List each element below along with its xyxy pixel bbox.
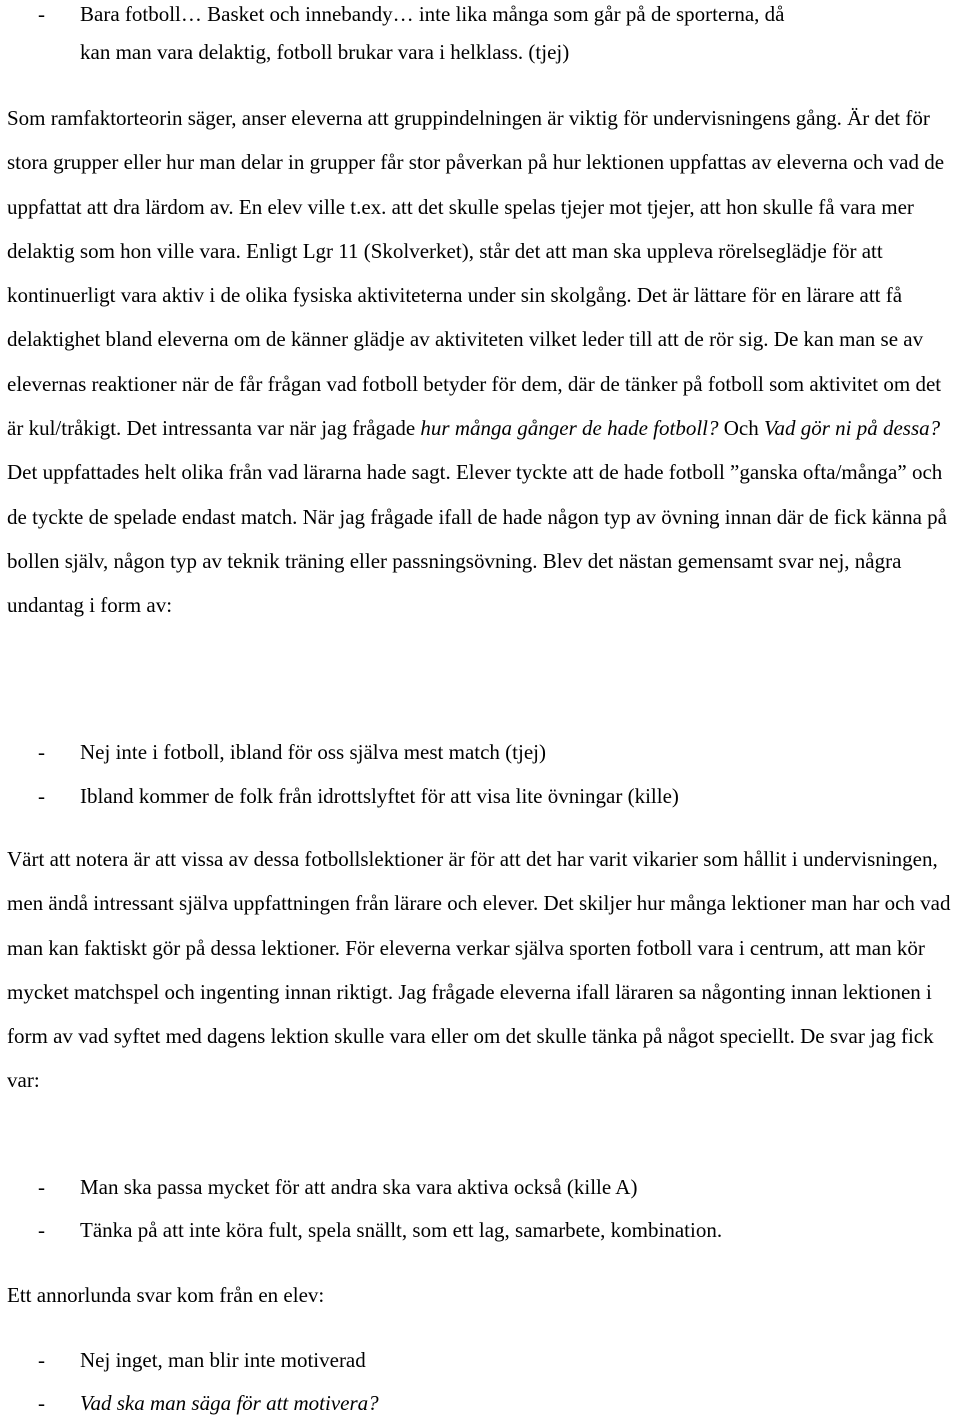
list-item — [0, 781, 960, 811]
list-item — [0, 0, 960, 29]
list-dash: - — [38, 1175, 45, 1199]
list-item-text: Tänka på att inte köra fult, spela snällt, som ett lag, samarbete, kombination. — [80, 1218, 723, 1242]
list-dash: - — [38, 2, 45, 26]
list-item-text: Ibland kommer de folk från idrottslyftet för att visa lite övningar (kille) — [80, 784, 679, 808]
list-item — [0, 737, 960, 767]
list-item-text: Nej inte i fotboll, ibland för oss själva mest match (tjej) — [80, 740, 546, 764]
list-item — [0, 1215, 960, 1245]
list-item-text: Nej inget, man blir inte motiverad — [80, 1348, 366, 1372]
list-dash: - — [38, 740, 45, 764]
italic-question-2: Vad gör ni på dessa? — [763, 416, 941, 441]
list-item-text: Man ska passa mycket för att andra ska vara aktiva också (kille A) — [80, 1175, 638, 1199]
paragraph-text: Som ramfaktorteorin säger, anser eleverna att gruppindelningen är viktig för undervisningens gång. Är det för stora grupper eller hur man delar in grupper får stor påverkan på hur lektionen uppfattas av eleverna och vad de uppfattat att dra lärdom av. En elev ville t.ex. att det skulle spelas tjejer mot tjejer, att hon skulle få vara mer delaktig som hon ville vara. Enligt Lgr 11 (Skolverket), står det att man ska uppleva rörelseglädje för att kontinuerligt vara aktiv i de olika fysiska aktiviteterna under sin skolgång. Det är lättare för en lärare att få delaktighet bland eleverna om de känner glädje av aktiviteten vilket leder till att de rör sig. De kan man se av elevernas reaktioner när de får frågan vad fotboll betyder för dem, där de tänker på fotboll som aktivitet om det är kul/tråkigt. Det intressanta var när jag frågade — [7, 106, 945, 441]
list-dash: - — [38, 784, 45, 808]
paragraph-text: Och — [718, 416, 764, 441]
list-item-text-line1: Bara fotboll… Basket och innebandy… inte lika många som går på de sporterna, då — [80, 2, 785, 26]
list-item — [0, 1172, 960, 1202]
paragraph-text: Det uppfattades helt olika från vad lärarna hade sagt. Elever tyckte att de hade fotboll ”ganska ofta/många” och de tyckte de spelade endast match. När jag frågade ifall de hade någon typ av övning innan där de fick känna på bollen själv, någon typ av teknik träning eller passningsövning. Blev det nästan gemensamt svar nej, några undantag i form av: — [7, 460, 947, 618]
paragraph-observation: Värt att notera är att vissa av dessa fotbollslektioner är för att det har varit vikarier som hållit i undervisningen, men ändå intressant själva uppfattningen från lärare och elever. Det skiljer hur många lektioner man har och vad man kan faktiskt gör på dessa lektioner. För eleverna verkar själva sporten fotboll vara i centrum, att man kör mycket matchspel och ingenting innan riktigt. Jag frågade eleverna ifall läraren sa någonting innan lektionen i form av vad syftet med dagens lektion skulle vara eller om det skulle tänka på något speciellt. De svar jag fick var: — [7, 847, 951, 1093]
paragraph-ramfaktor — [7, 96, 953, 628]
list-item-text-italic: Vad ska man säga för att motivera? — [80, 1391, 379, 1415]
list-item — [0, 1345, 960, 1375]
italic-question-1: hur många gånger de hade fotboll? — [420, 416, 719, 441]
list-item-text-line2: kan man vara delaktig, fotboll brukar vara i helklass. (tjej) — [80, 40, 570, 64]
paragraph-answer-intro — [0, 1280, 960, 1310]
list-dash: - — [38, 1391, 45, 1415]
list-item — [0, 1388, 960, 1418]
list-dash: - — [38, 1218, 45, 1242]
list-item-continuation — [0, 37, 960, 67]
list-dash: - — [38, 1348, 45, 1372]
paragraph-text: Ett annorlunda svar kom från en elev: — [7, 1283, 325, 1307]
